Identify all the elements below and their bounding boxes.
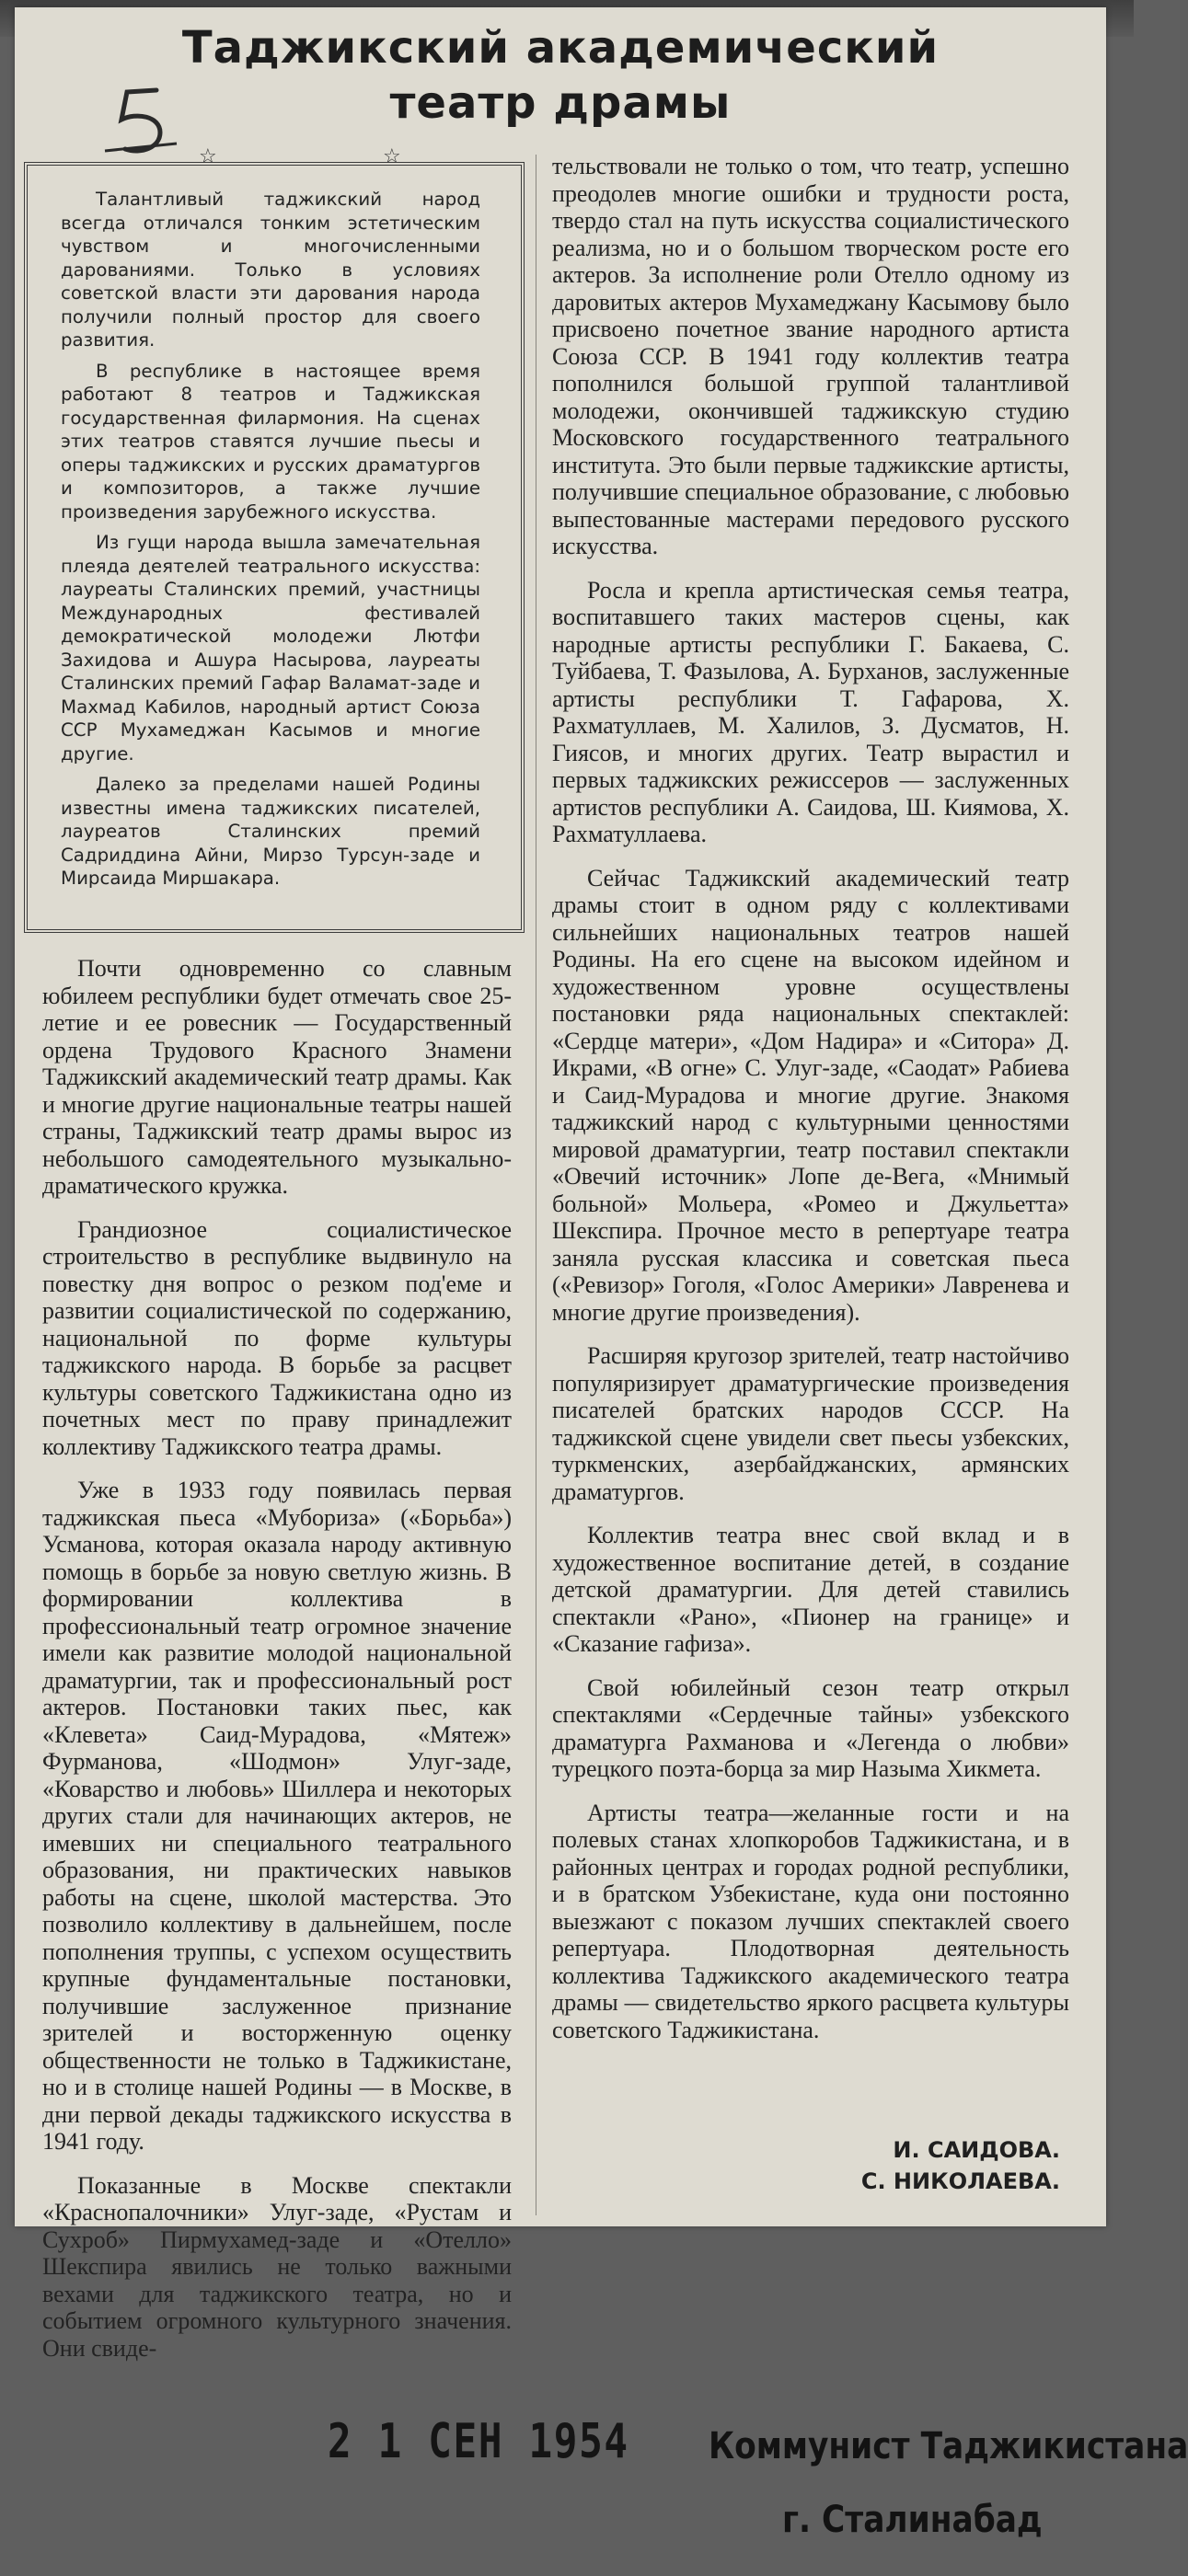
date-stamp: 2 1 СЕН 1954 [328,2414,629,2469]
intro-paragraph: Талантливый таджикский народ всегда отличался тонким эстетическим чувством и многочисленными дарованиями. Только в условиях советской власти эти дарования народа получили полный простор для своего развития. [61,189,480,351]
star-ornament-icon: ☆ [199,145,217,168]
newspaper-name-stamp: Коммунист Таджикистана [709,2425,1188,2467]
body-paragraph: Уже в 1933 году появилась первая таджикская пьеса «Мубориза» («Борьба») Усманова, которая оказала народу активную помощь в борьбе за новую светлую жизнь. В формировании коллектива в профессиональный театр огромное значение имели как развитие молодой национальной драматургии, так и профессиональный рост актеров. Постановки таких пьес, как «Клевета» Саид-Мурадова, «Мятеж» Фурманова, «Шодмон» Улуг-заде, «Коварство и любовь» Шиллера и некоторых других стали для начинающих актеров, не имевших ни специального театрального образования, ни практических навыков работы на сцене, школой мастерства. Это позволило коллективу в дальнейшем, после пополнения труппы, с успехом осуществить крупные фундаментальные постановки, получившие заслуженное признание зрителей и восторженную оценку общественности не только в Таджикистане, но и в столице нашей Родины — в Москве, в дни первой декады таджикского искусства в 1941 году. [42,1477,512,2155]
body-paragraph: Росла и крепла артистическая семья театра, воспитавшего таких мастеров сцены, как народные артисты республики Г. Бакаева, С. Туйбаева, Т. Фазылова, А. Бурханов, заслуженные артисты республики Т. Гафарова, Х. Рахматуллаев, М. Халилов, З. Дусматов, Н. Гиясов, и многих других. Театр вырастил и первых таджикских режиссеров — заслуженных артистов республики А. Саидова, Ш. Киямова, Х. Рахматуллаева. [552,576,1069,847]
left-column [42,955,512,2378]
body-paragraph: тельствовали не только о том, что театр, успешно преодолев многие ошибки и трудности роста, твердо стал на путь искусства социалистического реализма, но и о большом творческом росте его актеров. За исполнение роли Отелло одному из даровитых актеров Мухамеджану Касымову было присвоено почетное звание народного артиста Союза ССР. В 1941 году коллектив театра пополнился большой группой талантливой молодежи, окончившей таджикскую студию Московского государственного театрального института. Это были первые таджикские артисты, получившие специальное образование, с любовью выпестованные мастерами передового русского искусства. [552,153,1069,559]
body-paragraph: Показанные в Москве спектакли «Краснопалочники» Улуг-заде, «Рустам и Сухроб» Пирмухамед-заде и «Отелло» Шекспира явились не только важными вехами для таджикского театра, но и событием огромного культурного значения. Они свиде- [42,2171,512,2362]
author-signatures [769,2134,1060,2197]
author-name: И. САИДОВА. [893,2137,1060,2163]
handwritten-page-number [99,85,182,158]
body-paragraph: Расширяя кругозор зрителей, театр настойчиво популяризирует драматургические произведения писателей братских народов СССР. На таджикской сцене увидели свет пьесы узбекских, туркменских, азербайджанских, армянских драматургов. [552,1342,1069,1505]
right-column [552,153,1069,2060]
intro-box [61,188,480,898]
body-paragraph: Артисты театра—желанные гости и на полевых станах хлопкоробов Таджикистана, и в районных центрах и городах родной республики, и в братском Узбекистане, куда они постоянно выезжают с показом лучших спектаклей своего репертуара. Плодотворная деятельность коллектива Таджикского академического театра драмы — свидетельство яркого расцвета культуры советского Таджикистана. [552,1799,1069,2043]
body-paragraph: Коллектив театра внес свой вклад и в художественное воспитание детей, в создание детской драматургии. Для детей ставились спектакли «Рано», «Пионер на границе» и «Сказание гафиза». [552,1522,1069,1657]
body-paragraph: Свой юбилейный сезон театр открыл спектаклями «Сердечные тайны» узбекского драматурга Рахманова и «Легенда о любви» турецкого поэта-борца за мир Назыма Хикмета. [552,1673,1069,1782]
handwritten-five-icon [99,85,182,158]
intro-paragraph: В республике в настоящее время работают 8 театров и Таджикская государственная филармония. На сценах этих театров ставятся лучшие пьесы и оперы таджикских и русских драматургов и композиторов, а также лучшие произведения зарубежного искусства. [61,360,480,523]
intro-paragraph: Далеко за пределами нашей Родины известны имена таджикских писателей, лауреатов Сталинских премий Садриддина Айни, Мирзо Турсун-заде и Мирсаида Миршакара. [61,774,480,889]
body-paragraph: Сейчас Таджикский академический театр драмы стоит в одном ряду с коллективами сильнейших национальных театров нашей Родины. На его сцене на высоком идейном и художественном уровне осуществлены постановки ряда национальных спектаклей: «Сердце матери», «Дом Надира» и «Ситора» Д. Икрами, «В огне» С. Улуг-заде, «Саодат» Рабиева и Саид-Мурадова и многие другие. Знакомя таджикский народ с культурными ценностями мировой драматургии, театр поставил спектакли «Овечий источник» Лопе де-Вега, «Мнимый больной» Мольера, «Ромео и Джульетта» Шекспира. Прочное место в репертуаре театра заняла русская классика и советская пьеса («Ревизор» Гоголя, «Голос Америки» Лавренева и многие другие произведения). [552,864,1069,1326]
body-paragraph: Почти одновременно со славным юбилеем республики будет отмечать свое 25-летие и ее ровесник — Государственный ордена Трудового Красного Знамени Таджикский академический театр драмы. Как и многие другие национальные театры нашей страны, Таджикский театр драмы вырос из небольшого самодеятельного музыкально-драматического кружка. [42,955,512,1199]
article-title-line1: Таджикский академический [181,22,940,74]
newspaper-clipping [15,7,1106,2362]
body-paragraph: Грандиозное социалистическое строительство в республике выдвинуло на повестку дня вопрос о резком под'еме и развитии социалистической по содержанию, национальной по форме культуры таджикского народа. В борьбе за расцвет культуры советского Таджикистана одно из почетных мест по праву принадлежит коллективу Таджикского театра драмы. [42,1215,512,1460]
city-stamp: г. Сталинабад [782,2499,1043,2541]
author-name: С. НИКОЛАЕВА. [860,2168,1060,2194]
article-title-line2: театр драмы [389,77,732,129]
intro-paragraph: Из гущи народа вышла замечательная плеяда деятелей театрального искусства: лауреаты Сталинских премий, участницы Международных фестивалей демократической молодежи Лютфи Захидова и Ашура Насырова, лауреаты Сталинских премий Гафар Валамат-заде и Махмад Кабилов, народный артист Союза ССР Мухамеджан Касымов и многие другие. [61,532,480,765]
star-ornament-icon: ☆ [383,145,401,168]
